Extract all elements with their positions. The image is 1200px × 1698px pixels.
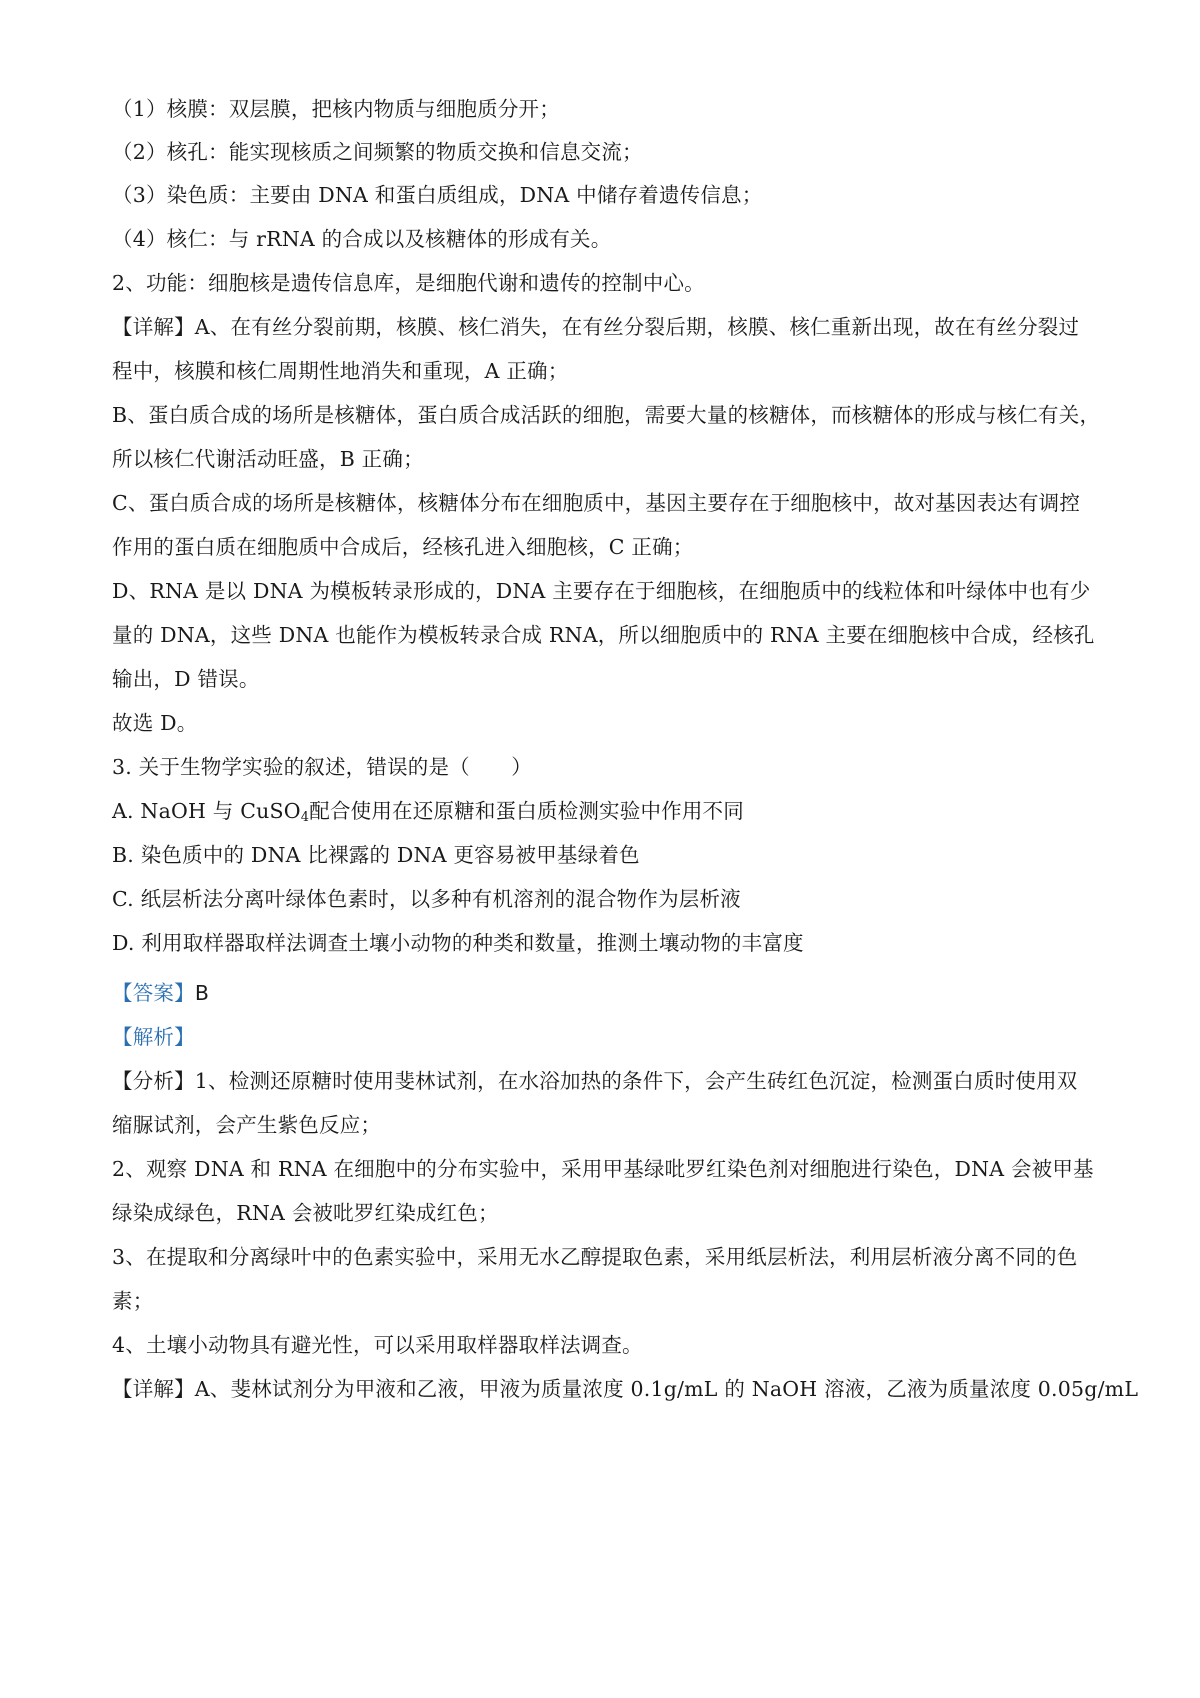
structure-item-1: （1）核膜：双层膜，把核内物质与细胞质分开；: [112, 97, 560, 121]
analysis-p1-line-1: 【分析】1、检测还原糖时使用斐林试剂，在水浴加热的条件下，会产生砖红色沉淀，检测蛋白质时使用双: [112, 1069, 1078, 1093]
option-a-suffix: 配合使用在还原糖和蛋白质检测实验中作用不同: [309, 799, 744, 823]
analysis-tag: 【解析】: [112, 1025, 195, 1049]
detail-a-line-2: 程中，核膜和核仁周期性地消失和重现，A 正确；: [112, 359, 569, 383]
detail-d-line-2: 量的 DNA，这些 DNA 也能作为模板转录合成 RNA，所以细胞质中的 RNA 主要在细胞核中合成，经核孔: [112, 623, 1095, 647]
answer-value: B: [194, 981, 210, 1005]
option-a-subscript: 4: [300, 810, 310, 825]
option-b: B. 染色质中的 DNA 比裸露的 DNA 更容易被甲基绿着色: [112, 843, 640, 867]
option-c: C. 纸层析法分离叶绿体色素时，以多种有机溶剂的混合物作为层析液: [112, 887, 741, 911]
analysis-p2-line-2: 绿染成绿色，RNA 会被吡罗红染成红色；: [112, 1201, 499, 1225]
detail-line-1: 【详解】A、斐林试剂分为甲液和乙液，甲液为质量浓度 0.1g/mL 的 NaOH 溶液，乙液为质量浓度 0.05g/mL: [112, 1377, 1139, 1401]
answer-line: [112, 978, 1102, 1008]
structure-item-3: （3）染色质：主要由 DNA 和蛋白质组成，DNA 中储存着遗传信息；: [112, 183, 763, 207]
detail-d-line-1: D、RNA 是以 DNA 为模板转录形成的，DNA 主要存在于细胞核，在细胞质中的线粒体和叶绿体中也有少: [112, 579, 1091, 603]
answer-tag: 【答案】: [112, 981, 195, 1005]
analysis-p3-line-1: 3、在提取和分离绿叶中的色素实验中，采用无水乙醇提取色素，采用纸层析法，利用层析液分离不同的色: [112, 1245, 1078, 1269]
analysis-line: [112, 1022, 1102, 1052]
detail-c-line-2: 作用的蛋白质在细胞质中合成后，经核孔进入细胞核，C 正确；: [112, 535, 694, 559]
option-d: D. 利用取样器取样法调查土壤小动物的种类和数量，推测土壤动物的丰富度: [112, 931, 804, 955]
option-a-prefix: A. NaOH 与 CuSO: [112, 799, 301, 823]
analysis-p2-line-1: 2、观察 DNA 和 RNA 在细胞中的分布实验中，采用甲基绿吡罗红染色剂对细胞进行染色，DNA 会被甲基: [112, 1157, 1094, 1181]
option-a: [112, 796, 1102, 826]
structure-item-4: （4）核仁：与 rRNA 的合成以及核糖体的形成有关。: [112, 227, 612, 251]
question-3-stem: 3. 关于生物学实验的叙述，错误的是（ ）: [112, 755, 532, 779]
conclusion: 故选 D。: [112, 711, 198, 735]
detail-a-line-1: 【详解】A、在有丝分裂前期，核膜、核仁消失，在有丝分裂后期，核膜、核仁重新出现，故在有丝分裂过: [112, 315, 1080, 339]
detail-b-line-1: B、蛋白质合成的场所是核糖体，蛋白质合成活跃的细胞，需要大量的核糖体，而核糖体的形成与核仁有关，: [112, 403, 1101, 427]
structure-item-2: （2）核孔：能实现核质之间频繁的物质交换和信息交流；: [112, 140, 643, 164]
function-paragraph: 2、功能：细胞核是遗传信息库，是细胞代谢和遗传的控制中心。: [112, 271, 705, 295]
detail-d-line-3: 输出，D 错误。: [112, 667, 260, 691]
detail-c-line-1: C、蛋白质合成的场所是核糖体，核糖体分布在细胞质中，基因主要存在于细胞核中，故对基因表达有调控: [112, 491, 1081, 515]
analysis-p4: 4、土壤小动物具有避光性，可以采用取样器取样法调查。: [112, 1333, 643, 1357]
analysis-p3-line-2: 素；: [112, 1289, 154, 1313]
detail-b-line-2: 所以核仁代谢活动旺盛，B 正确；: [112, 447, 424, 471]
analysis-p1-line-2: 缩脲试剂，会产生紫色反应；: [112, 1113, 382, 1137]
